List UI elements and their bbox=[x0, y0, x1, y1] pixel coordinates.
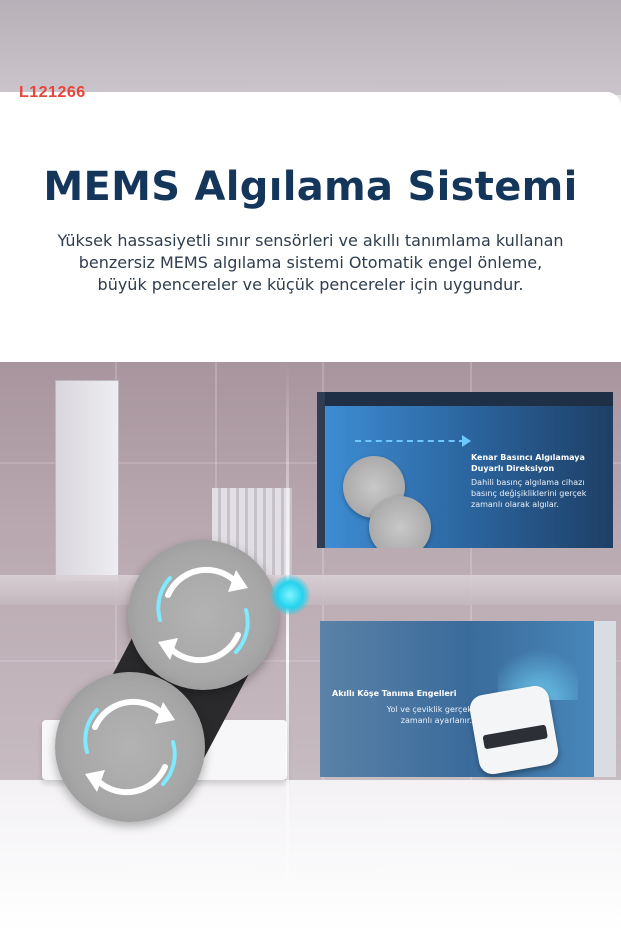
title-line: Duyarlı Direksiyon bbox=[471, 464, 555, 473]
cleaning-pad-bottom bbox=[55, 672, 205, 822]
rotation-arrows-icon bbox=[55, 672, 205, 822]
text-line: zamanlı olarak algılar. bbox=[471, 500, 559, 509]
description-line: büyük pencereler ve küçük pencereler için uygundur. bbox=[97, 275, 524, 294]
corner-text bbox=[332, 704, 472, 726]
description-line: benzersiz MEMS algılama sistemi Otomatik engel önleme, bbox=[78, 253, 543, 272]
window-robot bbox=[468, 684, 561, 777]
edge-pressure-text bbox=[471, 477, 586, 510]
text-line: basınç değişikliklerini gerçek bbox=[471, 489, 587, 498]
background-wall-top bbox=[0, 0, 621, 95]
info-card bbox=[0, 92, 621, 362]
page-title: MEMS Algılama Sistemi bbox=[43, 164, 578, 210]
text-line: zamanlı ayarlanır. bbox=[400, 716, 472, 725]
description-line: Yüksek hassasiyetli sınır sensörleri ve akıllı tanımlama kullanan bbox=[57, 231, 564, 250]
edge-pressure-title bbox=[471, 452, 585, 474]
mini-pad bbox=[369, 496, 431, 548]
panel-frame-left bbox=[317, 392, 325, 548]
product-code: L121266 bbox=[19, 84, 86, 101]
text-line: Dahili basınç algılama cihazı bbox=[471, 478, 585, 487]
text-line: Yol ve çeviklik gerçek bbox=[386, 705, 472, 714]
arrow-right-icon bbox=[462, 435, 471, 447]
window-frame bbox=[594, 621, 616, 777]
cleaning-pad-top bbox=[128, 540, 278, 690]
corner-title: Akıllı Köşe Tanıma Engelleri bbox=[332, 689, 457, 698]
direction-arrow-line bbox=[355, 440, 465, 444]
description bbox=[20, 230, 601, 296]
title-line: Kenar Basıncı Algılamaya bbox=[471, 453, 585, 462]
panel-frame-top bbox=[317, 392, 613, 406]
robot-band bbox=[482, 724, 547, 749]
rotation-arrows-icon bbox=[128, 540, 278, 690]
sensor-glow bbox=[270, 575, 310, 615]
